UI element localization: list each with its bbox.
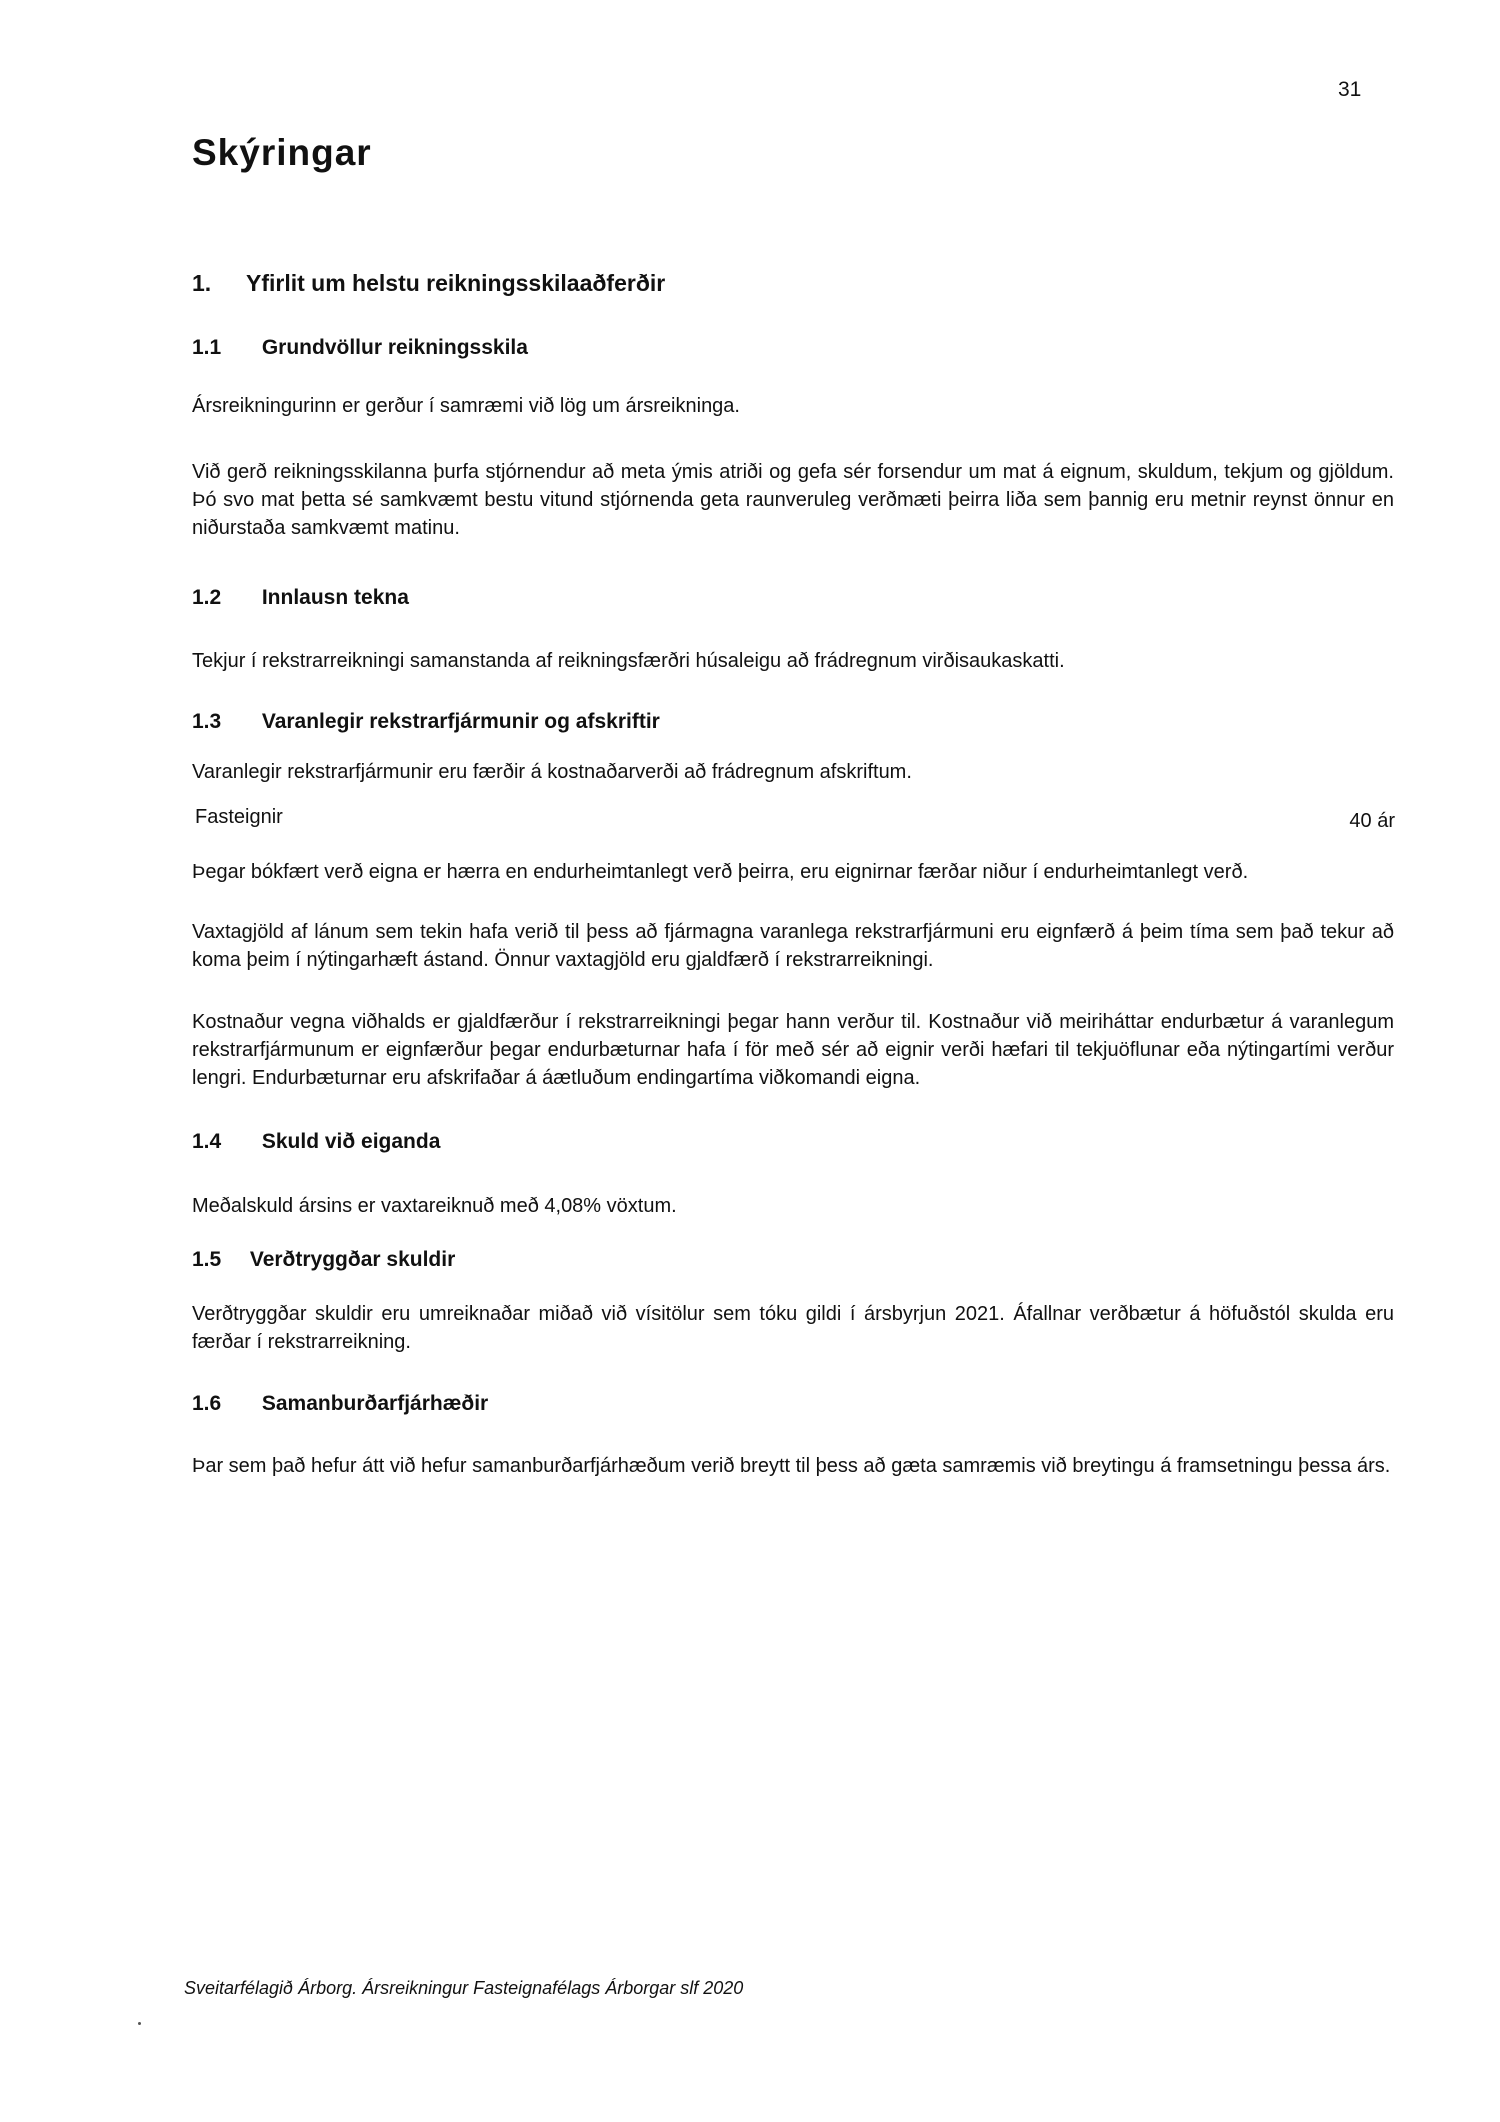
section-1-3-number: 1.3: [192, 710, 222, 733]
section-1-number: 1.: [192, 270, 212, 296]
section-1-heading: [192, 270, 665, 297]
section-1-2-title: Innlausn tekna: [261, 586, 409, 609]
depreciation-asset-label: Fasteignir: [195, 806, 283, 828]
section-1-5-paragraph-1: Verðtryggðar skuldir eru umreiknaðar miðað við vísitölur sem tóku gildi í ársbyrjun 2021. Áfallnar verðbætur á höfuðstól skulda eru færðar í rekstrarreikning.: [192, 1303, 1394, 1353]
scan-speck: [138, 2022, 141, 2025]
page-footer: Sveitarfélagið Árborg. Ársreikningur Fasteignafélags Árborgar slf 2020: [184, 1978, 744, 1998]
section-1-4-title: Skuld við eiganda: [261, 1130, 441, 1153]
section-1-title: Yfirlit um helstu reikningsskilaaðferðir: [245, 270, 666, 296]
section-1-2-paragraph-1: Tekjur í rekstrarreikningi samanstanda af reikningsfærðri húsaleigu að frádregnum virðisaukaskatti.: [192, 650, 1065, 672]
section-1-3-paragraph-2: Þegar bókfært verð eigna er hærra en endurheimtanlegt verð þeirra, eru eignirnar færðar niður í endurheimtanlegt verð.: [192, 861, 1249, 883]
section-1-1-number: 1.1: [192, 336, 222, 359]
section-1-3-paragraph-4: Kostnaður vegna viðhalds er gjaldfærður í rekstrarreikningi þegar hann verður til. Kostnaður við meiriháttar endurbætur á varanlegum rekstrarfjármunum er eignfærður þegar endurbæturnar hafa í för með sér að eignir verði hæfari til tekjuöflunar eða nýtingartími verður lengri. Endurbæturnar eru afskrifaðar á áætluðum endingartíma viðkomandi eigna.: [192, 1011, 1394, 1089]
section-1-2-number: 1.2: [192, 586, 222, 609]
section-1-2-heading: [192, 586, 409, 610]
section-1-6-heading: [192, 1392, 488, 1416]
section-1-6-number: 1.6: [192, 1392, 222, 1415]
section-1-3-paragraph-3: Vaxtagjöld af lánum sem tekin hafa verið til þess að fjármagna varanlega rekstrarfjármuni eru eignfærð á þeim tíma sem það tekur að koma þeim í nýtingarhæft ástand. Önnur vaxtagjöld eru gjaldfærð í rekstrarreikningi.: [192, 921, 1394, 971]
section-1-5-number: 1.5: [192, 1248, 222, 1271]
section-1-1-heading: [192, 336, 528, 360]
section-1-3-paragraph-1: Varanlegir rekstrarfjármunir eru færðir á kostnaðarverði að frádregnum afskriftum.: [192, 761, 912, 783]
section-1-3-title: Varanlegir rekstrarfjármunir og afskriftir: [261, 710, 660, 733]
section-1-5-heading: [192, 1248, 455, 1272]
depreciation-period-value: 40 ár: [1349, 810, 1395, 832]
section-1-4-number: 1.4: [192, 1130, 222, 1153]
section-1-1-title: Grundvöllur reikningsskila: [261, 336, 528, 359]
section-1-6-title: Samanburðarfjárhæðir: [261, 1392, 489, 1415]
section-1-4-paragraph-1: Meðalskuld ársins er vaxtareiknuð með 4,08% vöxtum.: [192, 1195, 677, 1217]
section-1-1-paragraph-1: Ársreikningurinn er gerður í samræmi við lög um ársreikninga.: [192, 395, 740, 417]
section-1-6-paragraph-1: Þar sem það hefur átt við hefur samanburðarfjárhæðum verið breytt til þess að gæta samræmis við breytingu á framsetningu þessa árs.: [192, 1455, 1391, 1477]
depreciation-row: [195, 806, 1395, 834]
section-1-4-heading: [192, 1130, 440, 1154]
section-1-1-paragraph-2: Við gerð reikningsskilanna þurfa stjórnendur að meta ýmis atriði og gefa sér forsendur um mat á eignum, skuldum, tekjum og gjöldum. Þó svo mat þetta sé samkvæmt bestu vitund stjórnenda geta raunveruleg verðmæti þeirra liða sem þannig eru metnir reynst önnur en niðurstaða samkvæmt matinu.: [192, 461, 1394, 539]
page-title: Skýringar: [192, 132, 372, 173]
section-1-3-heading: [192, 710, 660, 734]
page-number: 31: [1338, 78, 1362, 101]
section-1-5-title: Verðtryggðar skuldir: [249, 1248, 456, 1271]
